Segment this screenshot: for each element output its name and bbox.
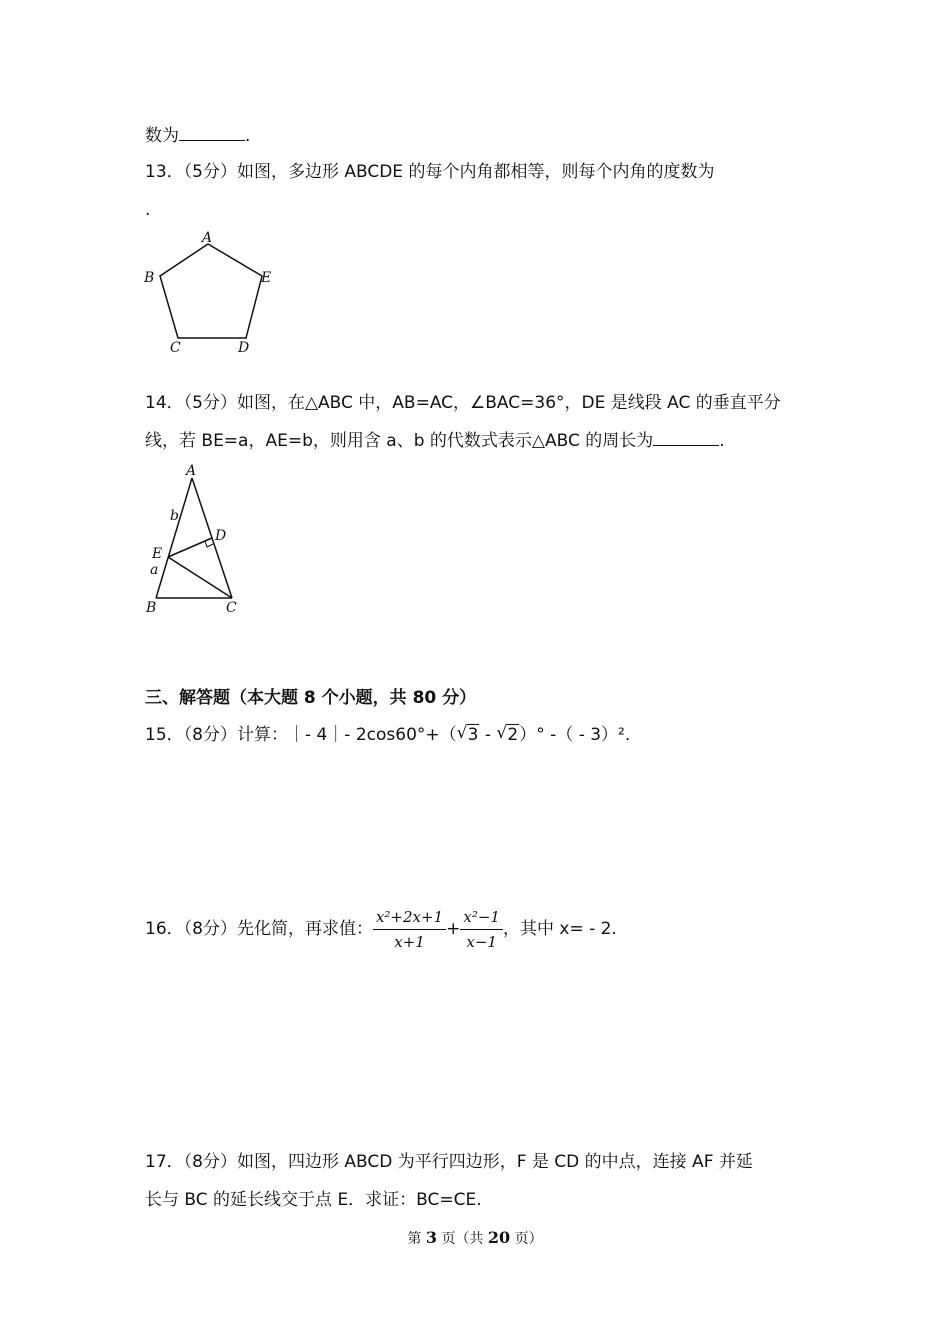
sqrt-3: √ 3 [456,723,479,745]
fraction-1-numerator: x²+2x+1 [373,907,446,930]
q12-tail-line [145,124,250,148]
sqrt-2: √ 2 [496,723,519,745]
current-page-number: 3 [425,1228,437,1247]
triangle-label-d: D [215,528,227,544]
pentagon-shape [160,244,262,338]
q17-line-1: 17．（8分）如图，四边形 ABCD 为平行四边形，F 是 CD 的中点，连接 AF 并延 [145,1152,753,1172]
segment-ed [168,538,212,557]
q14-answer-blank [653,429,719,446]
page-footer: 第 3 页（共 20 页） [407,1228,543,1247]
fraction-2 [460,907,503,952]
pentagon-label-e: E [261,270,272,286]
pentagon-label-a: A [202,230,213,246]
q15-line [145,723,630,747]
q13-line: 13．（5分）如图，多边形 ABCDE 的每个内角都相等，则每个内角的度数为 [145,162,715,182]
q12-end-dot: . [245,126,251,146]
q13-dot: . [145,200,151,220]
q14-line-2-text: 线，若 BE=a，AE=b，则用含 a、b 的代数式表示△ABC 的周长为 [145,431,654,451]
triangle-label-a: A [186,463,197,479]
section-3-heading: 三、解答题（本大题 8 个小题，共 80 分） [145,688,477,708]
fraction-2-numerator: x²−1 [460,907,503,930]
fraction-1 [373,907,446,952]
q16-pre: 16．（8分）先化简，再求值： [145,919,373,939]
q14-line-2 [145,429,725,453]
q14-end-dot: . [719,431,725,451]
segment-label-b: b [170,508,179,524]
q17-line-2: 长与 BC 的延长线交于点 E．求证：BC=CE. [145,1190,482,1210]
segment-ec [168,557,232,598]
triangle-label-b: B [146,600,157,616]
segment-label-a: a [150,562,159,578]
q15-minus: - [479,725,497,745]
pentagon-figure [140,228,280,358]
q12-answer-blank [179,124,245,141]
q12-tail-text: 数为 [145,126,179,146]
triangle-label-c: C [226,600,237,616]
q16-post: ，其中 x= - 2. [502,919,617,939]
q14-line-1: 14．（5分）如图，在△ABC 中，AB=AC，∠BAC=36°，DE 是线段 AC 的垂直平分 [145,393,781,413]
triangle-figure [140,460,260,620]
q15-post: ）° -（ - 3）². [519,725,631,745]
right-angle-mark [205,541,213,547]
q15-pre: 15．（8分）计算：｜- 4｜- 2cos60°+（ [145,725,457,745]
fraction-1-denominator: x+1 [394,932,425,951]
pentagon-label-b: B [144,270,155,286]
q16-line [145,904,617,954]
pentagon-label-d: D [238,340,250,356]
total-page-number: 20 [487,1228,511,1247]
triangle-side-ab [156,478,192,598]
pentagon-label-c: C [170,340,181,356]
triangle-label-e: E [152,546,163,562]
fraction-2-denominator: x−1 [466,932,497,951]
q16-plus: + [446,919,461,939]
